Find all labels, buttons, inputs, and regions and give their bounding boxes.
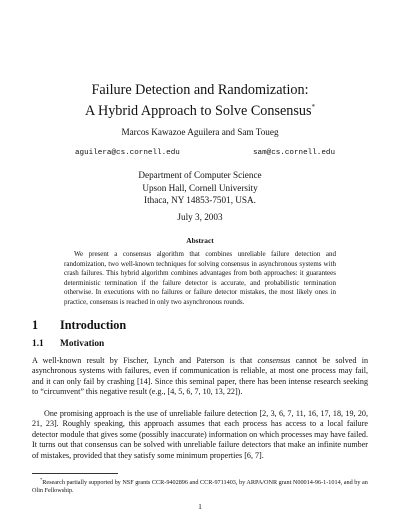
title-line-2 xyxy=(40,99,360,120)
body-paragraph-1 xyxy=(32,356,368,398)
footnote-text: Research partially supported by NSF grants CCR-9402896 and CCR-9711403, by ARPA/ONR grant N00014-96-1-1014, and by an Olin Fellowship. xyxy=(32,479,368,495)
footnote-rule xyxy=(32,473,118,474)
author-emails xyxy=(75,149,335,157)
subsection-title: Motivation xyxy=(60,339,105,349)
affiliation xyxy=(40,169,360,207)
section-title: Introduction xyxy=(60,318,127,332)
email-toueg: sam@cs.cornell.edu xyxy=(252,149,335,157)
affiliation-line-2: Upson Hall, Cornell University xyxy=(142,182,258,193)
para1-emphasis: consensus xyxy=(257,356,291,365)
section-number: 1 xyxy=(32,318,39,332)
section-heading xyxy=(32,318,126,333)
page-number: 1 xyxy=(198,502,202,511)
title-line-1: Failure Detection and Randomization: xyxy=(91,82,309,98)
para1-start: A well-known result by Fischer, Lynch and Paterson is that xyxy=(32,356,258,365)
abstract-text: We present a consensus algorithm that combines unreliable failure detection and randomization, two well-known techniques for solving consensus in asynchronous systems with crash failures. This hybrid algorithm combines advantages from both approaches: it guarantees deterministic termination if the failure detector is accurate, and probabilistic termination otherwise. In executions with no failures or failure detector mistakes, the most likely ones in practice, consensus is reached in only two asynchronous rounds. xyxy=(64,250,336,306)
paper-authors: Marcos Kawazoe Aguilera and Sam Toueg xyxy=(121,127,279,137)
abstract-heading: Abstract xyxy=(186,236,214,245)
affiliation-line-3: Ithaca, NY 14853-7501, USA. xyxy=(144,195,256,205)
title-footnote-mark: * xyxy=(311,103,316,111)
para1-end: cannot be solved in asynchronous systems with failures, even if communication is reliable, at most one process may fail, and it can only fail by crashing [14]. Since this seminal paper, there has been intense research seeking to “circumvent” this negative result (e.g., [4, 5, 6, 7, 10, 13, 22]). xyxy=(32,356,368,397)
footnote-mark: * xyxy=(40,477,43,482)
paper-date: July 3, 2003 xyxy=(177,212,223,222)
subsection-heading xyxy=(32,339,104,349)
body-paragraph-2: One promising approach is the use of unreliable failure detection [2, 3, 6, 7, 11, 16, 17, 18, 19, 20, 21, 23]. Roughly speaking, this approach assumes that each process has access to a local failure detector module that gives some (possibly inaccurate) information on which processes may have failed. It turns out that consensus can be solved with unreliable failure detectors that make an infinite number of mistakes, provided that they satisfy some minimum properties [6, 7]. xyxy=(32,409,368,460)
title-line-2-text: A Hybrid Approach to Solve Consensus xyxy=(84,103,312,119)
affiliation-line-1: Department of Computer Science xyxy=(138,170,262,180)
paper-title xyxy=(40,82,360,120)
email-aguilera: aguilera@cs.cornell.edu xyxy=(75,149,180,157)
footnote xyxy=(32,476,368,495)
subsection-number: 1.1 xyxy=(32,339,44,349)
